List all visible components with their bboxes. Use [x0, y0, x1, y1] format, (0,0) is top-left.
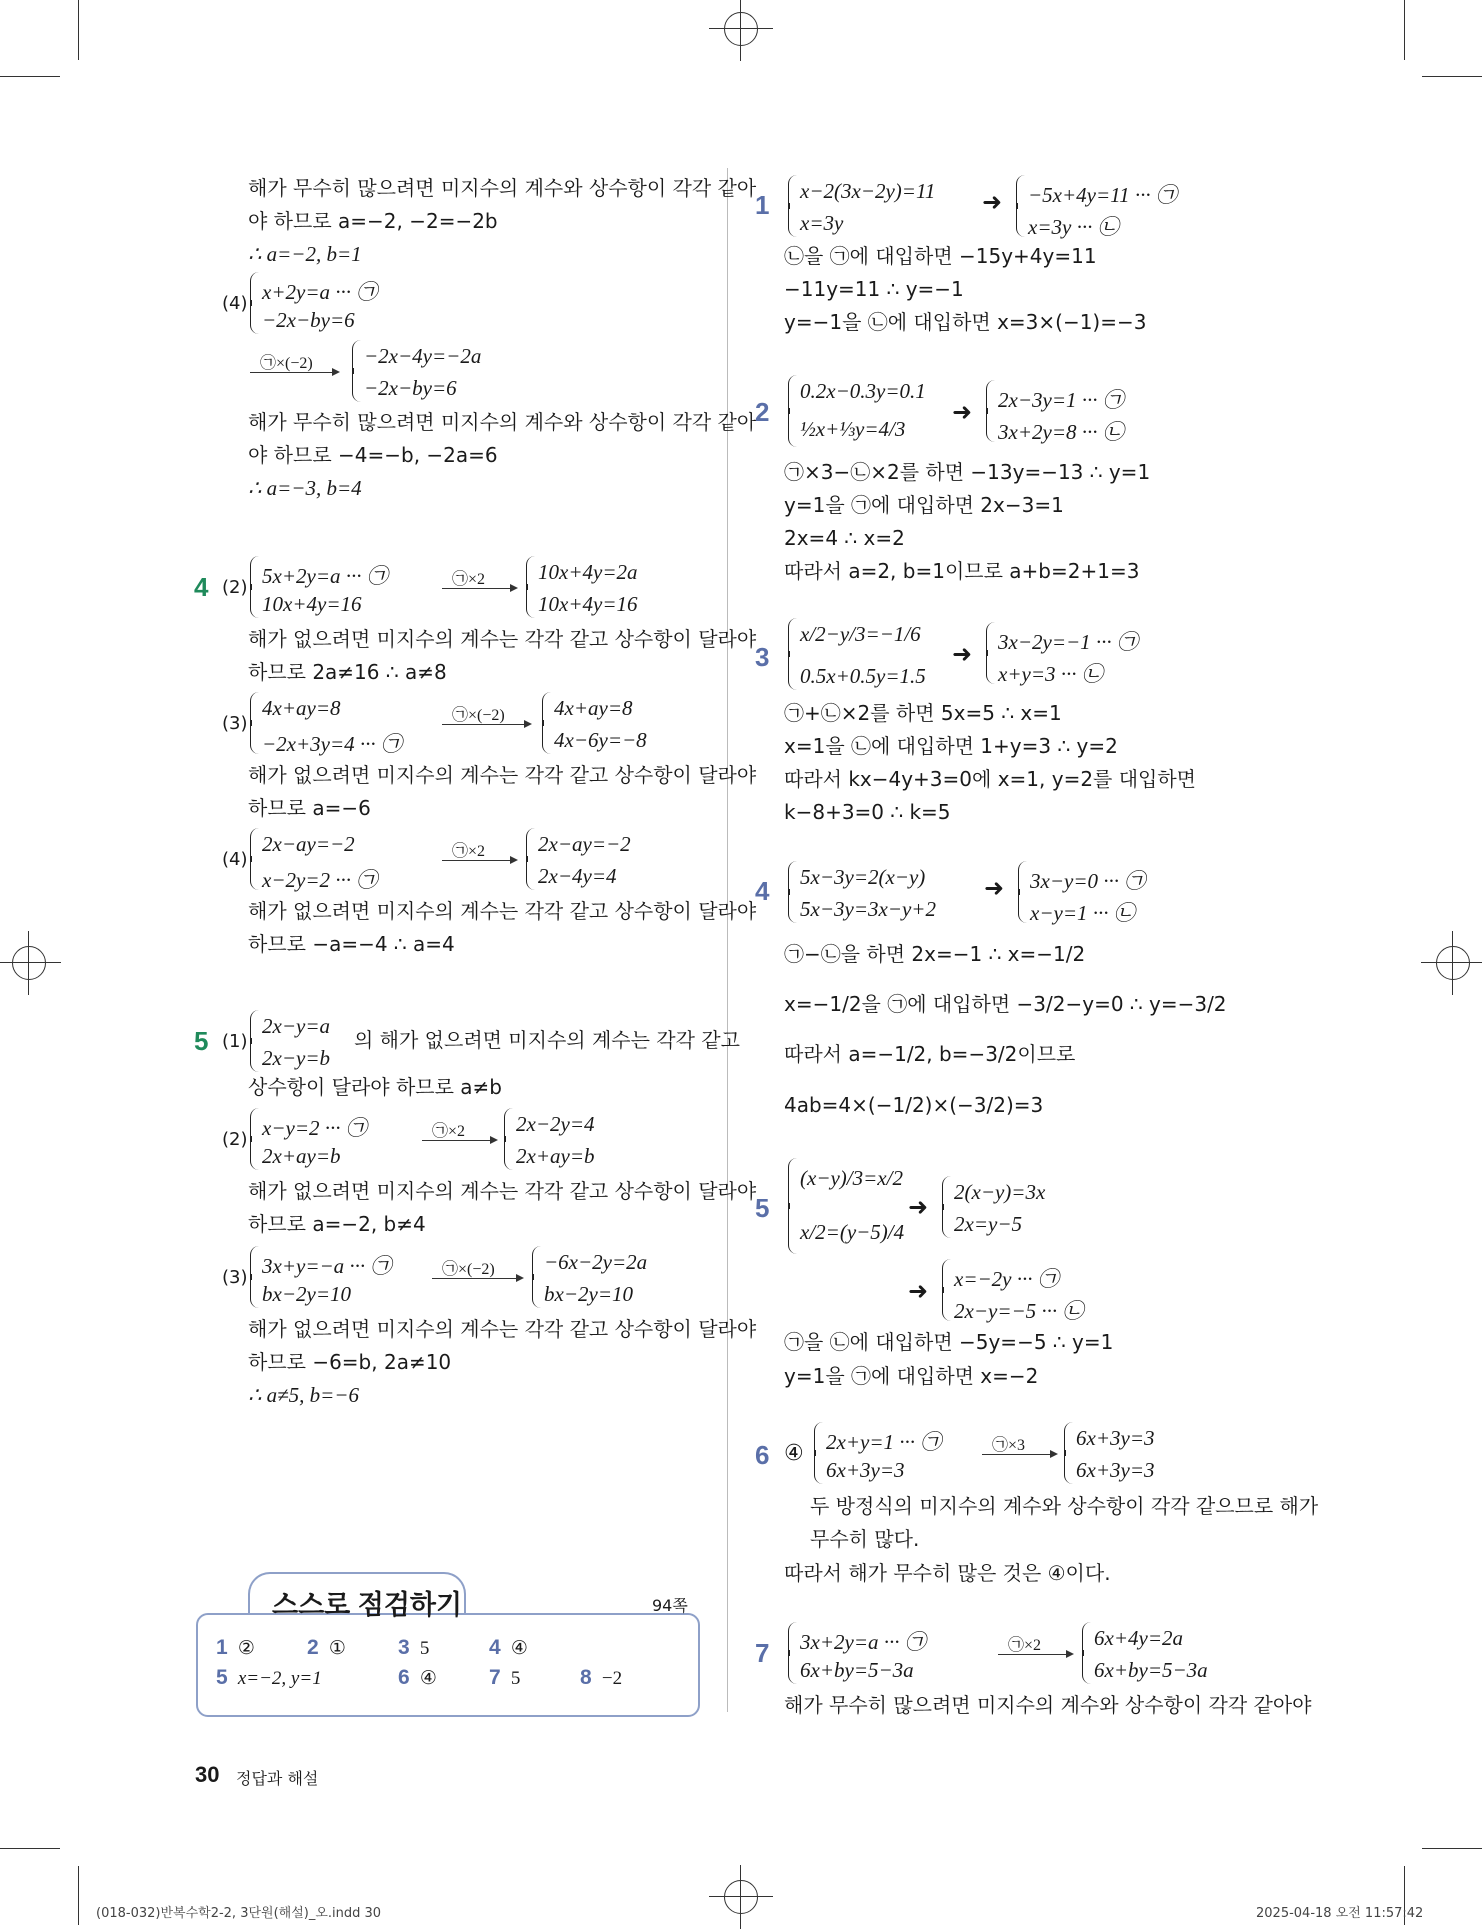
- problem-number: 5: [194, 1026, 209, 1056]
- equation: 0.5x+0.5y=1.5: [800, 664, 926, 688]
- crop-mark: [1422, 76, 1482, 77]
- operation-label: ㉠×(−2): [260, 355, 313, 372]
- operation-label: ㉠×(−2): [452, 707, 505, 724]
- equation: 3x−2y=−1 ··· ㉠: [998, 630, 1138, 654]
- answer-item: 6 ④: [398, 1666, 437, 1689]
- equation: 10x+4y=2a: [538, 560, 638, 584]
- text-line: y=1을 ㉠에 대입하면 2x−3=1: [784, 493, 1064, 517]
- equation: bx−2y=10: [262, 1282, 351, 1306]
- text-line: ㉡을 ㉠에 대입하면 −15y+4y=11: [784, 244, 1097, 268]
- equation: 5x−3y=2(x−y): [800, 865, 926, 889]
- text-line: ㉠−㉡을 하면 2x=−1 ∴ x=−1/2: [784, 942, 1086, 966]
- operation-label: ㉠×3: [992, 1437, 1026, 1454]
- operation-label: ㉠×2: [1008, 1637, 1042, 1654]
- operation-label: ㉠×2: [432, 1123, 466, 1140]
- equation: x−y=2 ··· ㉠: [262, 1116, 367, 1140]
- equation: 10x+4y=16: [262, 592, 362, 616]
- crop-mark: [0, 76, 60, 77]
- subproblem-label: (2): [222, 577, 248, 598]
- operation-arrow: [442, 838, 522, 866]
- self-check-title: 스스로 점검하기: [272, 1590, 463, 1620]
- text-line: ㉠+㉡×2를 하면 5x=5 ∴ x=1: [784, 701, 1062, 725]
- subproblem-label: (4): [222, 293, 248, 314]
- answer-item: 2 ①: [307, 1636, 346, 1659]
- equation: 6x+4y=2a: [1094, 1626, 1183, 1650]
- section-label: 정답과 해설: [236, 1769, 319, 1788]
- operation-arrow: [432, 1256, 528, 1284]
- text-line: 해가 없으려면 미지수의 계수는 각각 같고 상수항이 달라야: [248, 1179, 757, 1203]
- subproblem-label: (1): [222, 1031, 248, 1052]
- equation: ½x+⅓y=4/3: [800, 417, 906, 441]
- arrow-icon: ➜: [908, 1277, 929, 1305]
- equation: 2x−y=b: [262, 1046, 330, 1070]
- equation: −2x−by=6: [262, 308, 355, 332]
- registration-mark: [12, 946, 46, 980]
- text-line: 의 해가 없으려면 미지수의 계수는 각각 같고: [354, 1028, 740, 1052]
- operation-arrow: [442, 702, 534, 730]
- equation: 3x+2y=a ··· ㉠: [800, 1630, 926, 1654]
- text-line: 해가 없으려면 미지수의 계수는 각각 같고 상수항이 달라야: [248, 627, 757, 651]
- print-file-name: (018-032)반복수학2-2, 3단원(해설)_오.indd 30: [96, 1906, 382, 1921]
- problem-number: 2: [755, 397, 770, 427]
- equation: x+2y=a ··· ㉠: [262, 280, 378, 304]
- text-line: 상수항이 달라야 하므로 a≠b: [248, 1075, 502, 1099]
- equation: x=3y: [800, 211, 844, 235]
- text-line: 2x=4 ∴ x=2: [784, 526, 905, 550]
- crop-mark: [0, 1848, 60, 1849]
- text-line: y=−1을 ㉡에 대입하면 x=3×(−1)=−3: [784, 310, 1147, 334]
- text-line: 해가 없으려면 미지수의 계수는 각각 같고 상수항이 달라야: [248, 1317, 757, 1341]
- page-number: 30: [195, 1762, 220, 1787]
- arrow-icon: ➜: [952, 640, 973, 668]
- equation: 2x−ay=−2: [262, 832, 355, 856]
- equation: 6x+3y=3: [1076, 1458, 1155, 1482]
- text-line: 따라서 a=−1/2, b=−3/2이므로: [784, 1042, 1076, 1066]
- text-line: ∴ a=−3, b=4: [248, 476, 362, 500]
- text-line: 야 하므로 a=−2, −2=−2b: [248, 209, 498, 233]
- equation: 2x−y=−5 ··· ㉡: [954, 1299, 1084, 1323]
- text-line: 해가 무수히 많으려면 미지수의 계수와 상수항이 각각 같아: [248, 176, 757, 200]
- subproblem-label: (3): [222, 713, 248, 734]
- equation: x−2y=2 ··· ㉠: [262, 868, 378, 892]
- equation: 4x+ay=8: [554, 696, 633, 720]
- answer-item: 8 −2: [580, 1666, 623, 1689]
- answer-item: 7 5: [489, 1666, 521, 1689]
- equation: −2x−4y=−2a: [364, 344, 482, 368]
- problem-number: 1: [755, 190, 770, 220]
- arrow-icon: ➜: [952, 398, 973, 426]
- equation: x=−2y ··· ㉠: [954, 1267, 1059, 1291]
- answer-item: 4 ④: [489, 1636, 528, 1659]
- problem-number: 6: [755, 1440, 770, 1470]
- equation: −2x+3y=4 ··· ㉠: [262, 732, 402, 756]
- equation: 4x+ay=8: [262, 696, 341, 720]
- text-line: 두 방정식의 미지수의 계수와 상수항이 각각 같으므로 해가: [810, 1494, 1319, 1518]
- text-line: 하므로 a=−6: [248, 796, 371, 820]
- subproblem-label: (2): [222, 1129, 248, 1150]
- equation: −2x−by=6: [364, 376, 457, 400]
- equation: bx−2y=10: [544, 1282, 633, 1306]
- subproblem-label: (3): [222, 1267, 248, 1288]
- text-line: 무수히 많다.: [810, 1527, 920, 1551]
- equation: 4x−6y=−8: [554, 728, 647, 752]
- text-line: 해가 없으려면 미지수의 계수는 각각 같고 상수항이 달라야: [248, 899, 757, 923]
- text-line: 하므로 −a=−4 ∴ a=4: [248, 932, 455, 956]
- equation: 10x+4y=16: [538, 592, 638, 616]
- text-line: ∴ a≠5, b=−6: [248, 1383, 359, 1407]
- problem-number: 5: [755, 1193, 770, 1223]
- text-line: 해가 무수히 많으려면 미지수의 계수와 상수항이 각각 같아야: [784, 1693, 1312, 1717]
- equation: 0.2x−0.3y=0.1: [800, 379, 926, 403]
- text-line: ㉠을 ㉡에 대입하면 −5y=−5 ∴ y=1: [784, 1330, 1114, 1354]
- equation: x−2(3x−2y)=11: [800, 179, 936, 203]
- answer-item: 5 x=−2, y=1: [216, 1666, 322, 1689]
- operation-arrow: [250, 350, 340, 378]
- equation: 2x+ay=b: [262, 1144, 341, 1168]
- text-line: 하므로 −6=b, 2a≠10: [248, 1350, 452, 1374]
- equation: 2x+ay=b: [516, 1144, 595, 1168]
- equation: x=3y ··· ㉡: [1028, 215, 1119, 239]
- text-line: x=1을 ㉡에 대입하면 1+y=3 ∴ y=2: [784, 734, 1118, 758]
- text-line: ∴ a=−2, b=1: [248, 242, 362, 266]
- equation: (x−y)/3=x/2: [800, 1166, 903, 1190]
- problem-number: 3: [755, 642, 770, 672]
- arrow-icon: ➜: [984, 874, 1005, 902]
- text-line: 따라서 해가 무수히 많은 것은 ④이다.: [784, 1561, 1111, 1585]
- crop-mark: [1422, 1848, 1482, 1849]
- problem-number: 7: [755, 1638, 770, 1668]
- equation: 2x+y=1 ··· ㉠: [826, 1430, 942, 1454]
- text-line: −11y=11 ∴ y=−1: [784, 277, 964, 301]
- equation: x/2=(y−5)/4: [800, 1220, 905, 1244]
- equation: 3x+y=−a ··· ㉠: [262, 1254, 392, 1278]
- equation: 2x−3y=1 ··· ㉠: [998, 388, 1124, 412]
- text-line: 하므로 2a≠16 ∴ a≠8: [248, 660, 447, 684]
- problem-number: 4: [194, 572, 209, 602]
- operation-arrow: [998, 1632, 1078, 1660]
- registration-mark: [724, 12, 758, 46]
- equation: 5x−3y=3x−y+2: [800, 897, 936, 921]
- text-line: ㉠×3−㉡×2를 하면 −13y=−13 ∴ y=1: [784, 460, 1151, 484]
- text-line: x=−1/2을 ㉠에 대입하면 −3/2−y=0 ∴ y=−3/2: [784, 992, 1227, 1016]
- equation: 2x=y−5: [954, 1212, 1022, 1236]
- text-line: 따라서 a=2, b=1이므로 a+b=2+1=3: [784, 559, 1140, 583]
- equation: 2x−ay=−2: [538, 832, 631, 856]
- subproblem-label: (4): [222, 849, 248, 870]
- equation: x/2−y/3=−1/6: [800, 622, 921, 646]
- text-line: 해가 무수히 많으려면 미지수의 계수와 상수항이 각각 같아: [248, 410, 757, 434]
- text-line: 야 하므로 −4=−b, −2a=6: [248, 443, 498, 467]
- operation-label: ㉠×(−2): [442, 1261, 495, 1278]
- operation-label: ㉠×2: [452, 571, 486, 588]
- operation-arrow: [422, 1118, 502, 1146]
- text-line: 4ab=4×(−1/2)×(−3/2)=3: [784, 1093, 1044, 1117]
- equation: −6x−2y=2a: [544, 1250, 648, 1274]
- answer-item: 3 5: [398, 1636, 430, 1659]
- column-divider: [727, 168, 728, 1712]
- text-line: k−8+3=0 ∴ k=5: [784, 800, 951, 824]
- operation-arrow: [982, 1432, 1062, 1460]
- equation: 6x+3y=3: [1076, 1426, 1155, 1450]
- arrow-icon: ➜: [982, 188, 1003, 216]
- answer-mark: ④: [784, 1441, 804, 1466]
- equation: 2x−y=a: [262, 1014, 330, 1038]
- crop-mark: [78, 0, 79, 60]
- registration-mark: [724, 1880, 758, 1914]
- equation: −5x+4y=11 ··· ㉠: [1028, 183, 1177, 207]
- text-line: 해가 없으려면 미지수의 계수는 각각 같고 상수항이 달라야: [248, 763, 757, 787]
- operation-label: ㉠×2: [452, 843, 486, 860]
- equation: 6x+by=5−3a: [1094, 1658, 1208, 1682]
- crop-mark: [78, 1866, 79, 1925]
- equation: 2x−4y=4: [538, 864, 617, 888]
- text-line: 따라서 kx−4y+3=0에 x=1, y=2를 대입하면: [784, 767, 1197, 791]
- text-line: y=1을 ㉠에 대입하면 x=−2: [784, 1364, 1039, 1388]
- self-check-page: 94쪽: [652, 1596, 688, 1615]
- equation: 2x−2y=4: [516, 1112, 595, 1136]
- equation: 6x+3y=3: [826, 1458, 905, 1482]
- equation: 6x+by=5−3a: [800, 1658, 914, 1682]
- crop-mark: [1404, 0, 1405, 60]
- self-check-answers: [216, 1636, 686, 1706]
- text-line: 하므로 a=−2, b≠4: [248, 1212, 426, 1236]
- answer-item: 1 ②: [216, 1636, 255, 1659]
- equation: x−y=1 ··· ㉡: [1030, 901, 1135, 925]
- arrow-icon: ➜: [908, 1193, 929, 1221]
- equation: 5x+2y=a ··· ㉠: [262, 564, 388, 588]
- registration-mark: [1436, 946, 1470, 980]
- equation: 3x+2y=8 ··· ㉡: [998, 420, 1124, 444]
- equation: x+y=3 ··· ㉡: [998, 662, 1103, 686]
- equation: 3x−y=0 ··· ㉠: [1030, 869, 1146, 893]
- problem-number: 4: [755, 876, 770, 906]
- print-timestamp: 2025-04-18 오전 11:57:42: [1256, 1906, 1424, 1921]
- equation: 2(x−y)=3x: [954, 1180, 1046, 1204]
- operation-arrow: [442, 566, 522, 594]
